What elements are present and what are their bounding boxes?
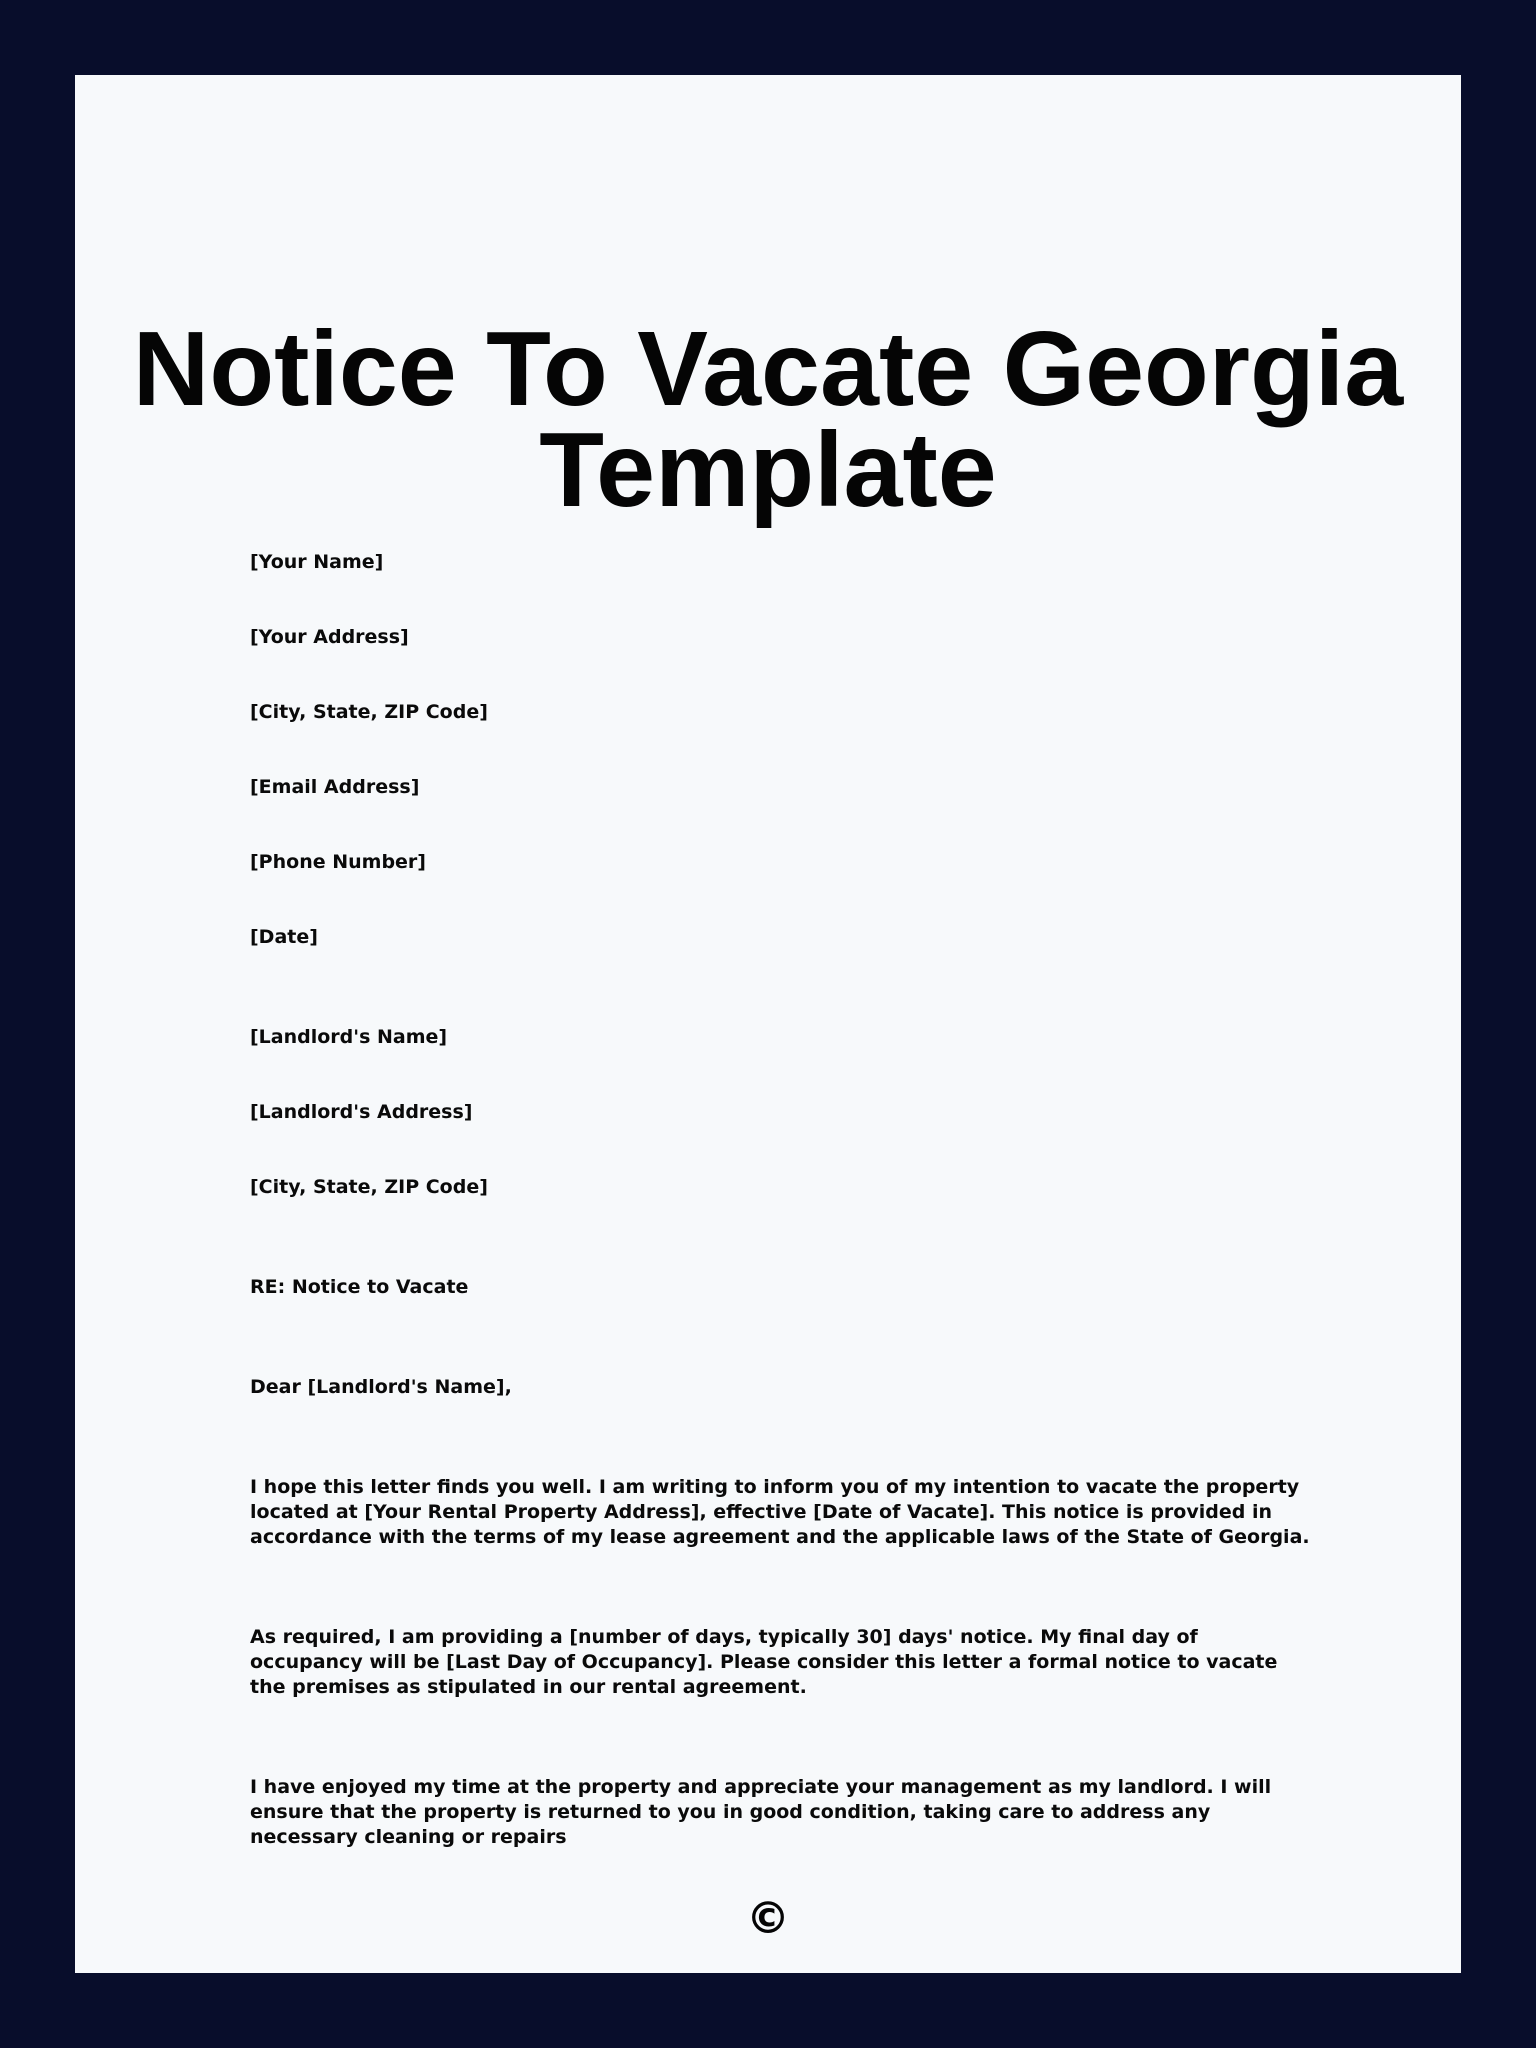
recipient-address: [Landlord's Address] bbox=[250, 1101, 473, 1123]
paragraph-notice-period: As required, I am providing a [number of days, typically 30] days' notice. My final day of occupancy will be [Last Day of Occupancy]. Please consider this letter a formal notice to vacate the premises as stipulated in our rental agreement. bbox=[250, 1626, 1278, 1698]
recipient-city-state-zip: [City, State, ZIP Code] bbox=[250, 1176, 488, 1198]
letter-date: [Date] bbox=[250, 926, 318, 948]
sender-name: [Your Name] bbox=[250, 551, 384, 573]
sender-address: [Your Address] bbox=[250, 626, 409, 648]
sender-phone: [Phone Number] bbox=[250, 851, 426, 873]
copyright-icon: © bbox=[746, 1893, 790, 1944]
sender-email: [Email Address] bbox=[250, 776, 420, 798]
sender-city-state-zip: [City, State, ZIP Code] bbox=[250, 701, 488, 723]
recipient-name: [Landlord's Name] bbox=[250, 1026, 448, 1048]
document-page bbox=[75, 75, 1461, 1973]
document-title: Notice To Vacate Georgia Template bbox=[132, 310, 1404, 529]
subject-line: RE: Notice to Vacate bbox=[250, 1276, 469, 1298]
paragraph-appreciation: I have enjoyed my time at the property and appreciate your management as my landlord. I will ensure that the property is returned to you in good condition, taking care to address any necessary cleaning or repairs bbox=[250, 1776, 1272, 1848]
paragraph-intent: I hope this letter finds you well. I am writing to inform you of my intention to vacate the property located at [Your Rental Property Address], effective [Date of Vacate]. This notice is provided in accordance with the terms of my lease agreement and the applicable laws of the State of Georgia. bbox=[250, 1476, 1310, 1548]
salutation: Dear [Landlord's Name], bbox=[250, 1376, 512, 1398]
